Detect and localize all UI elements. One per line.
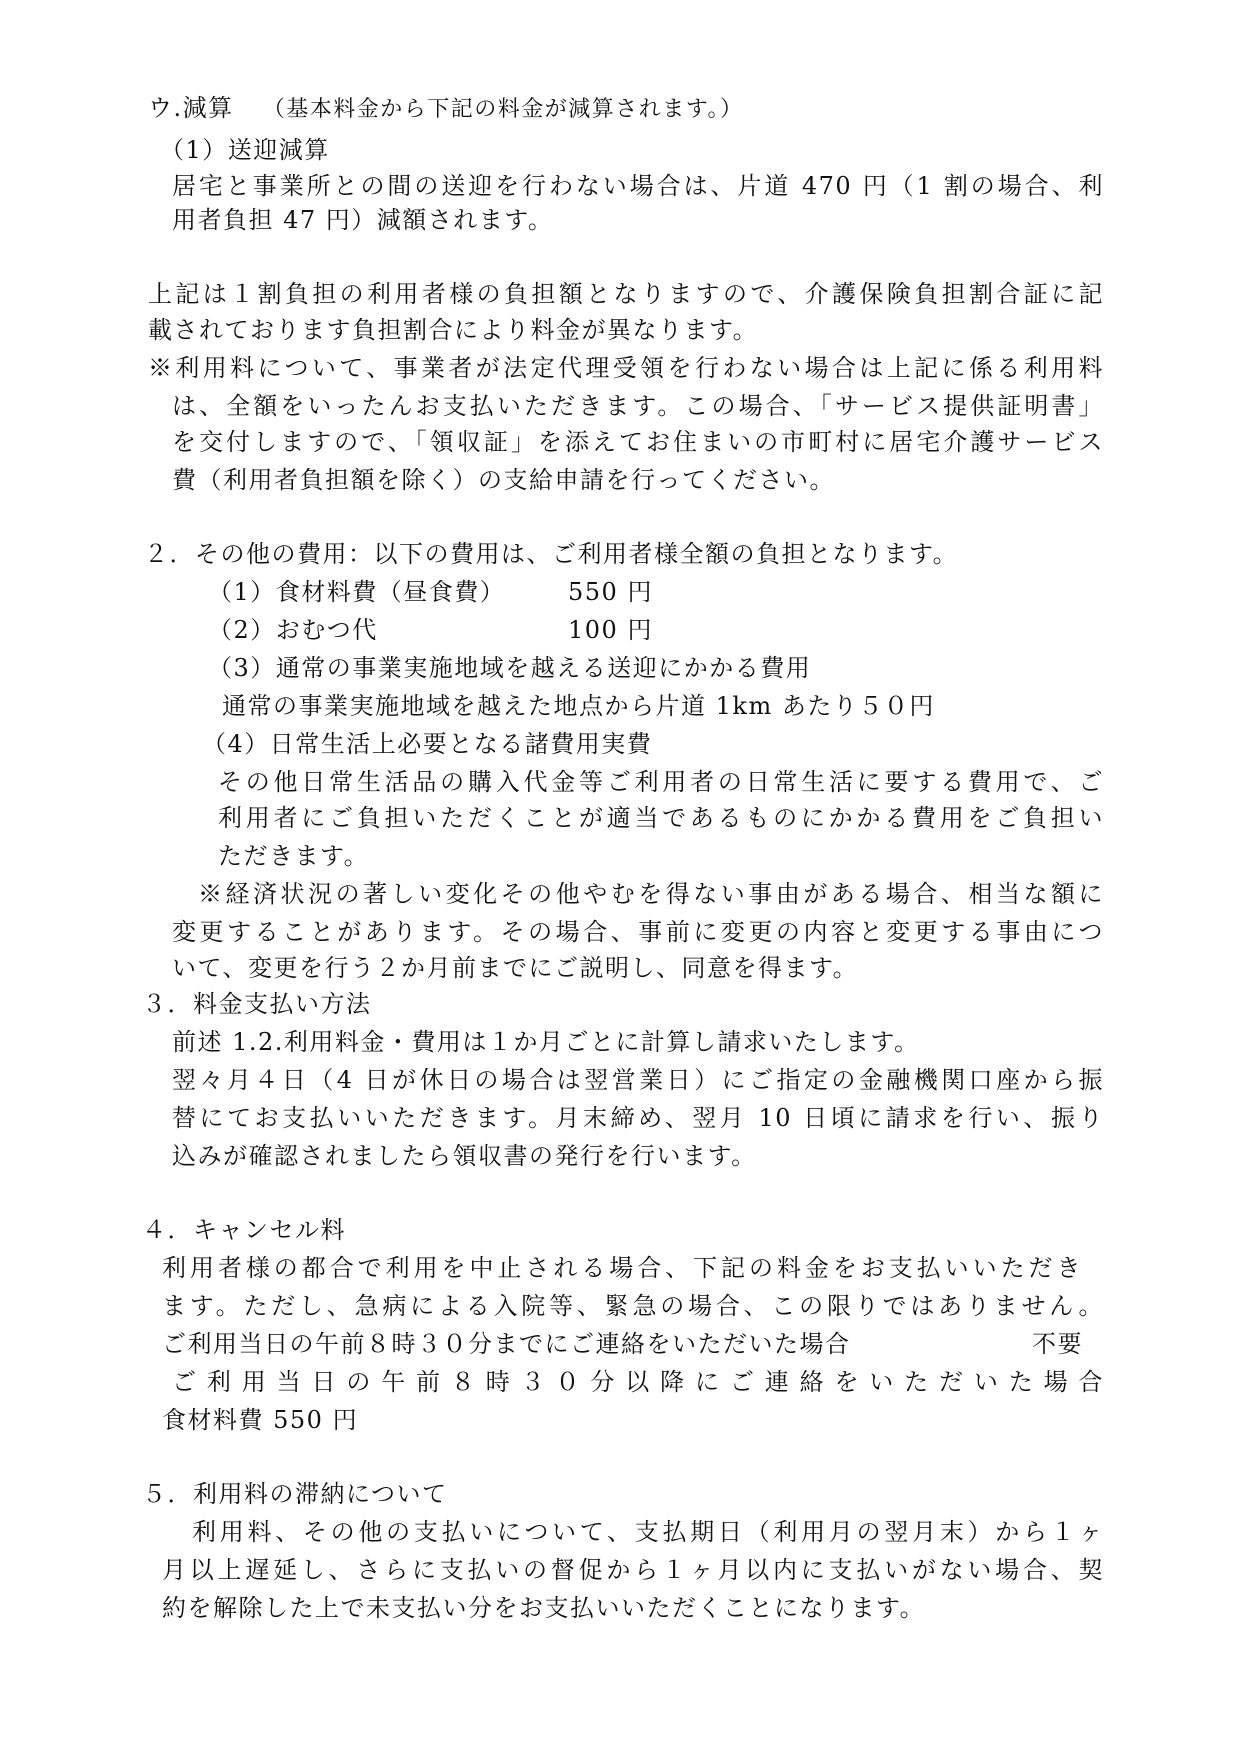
proxy-note-4: 費（利用者負担額を除く）の支給申請を行ってください。	[172, 466, 835, 494]
meal-cost-row	[208, 574, 668, 610]
transport-cost-title: （3）通常の事業実施地域を越える送迎にかかる費用	[208, 654, 812, 682]
cancel-before-fee: 不要	[1032, 1330, 1083, 1358]
pickup-reduction-body-2: 用者負担 47 円）減額されます。	[172, 206, 554, 234]
proxy-note-3: を交付しますので、「領収証」を添えてお住まいの市町村に居宅介護サービス	[172, 428, 1104, 456]
payment-body-3: 替にてお支払いいただきます。月末締め、翌月 10 日頃に請求を行い、振り	[172, 1104, 1104, 1132]
burden-note-1: 上記は１割負担の利用者様の負担額となりますので、介護保険負担割合証に記	[148, 280, 1104, 308]
arrears-body-1: 利用料、その他の支払いについて、支払期日（利用月の翌月末）から１ヶ	[192, 1518, 1104, 1546]
cancel-before-row	[162, 1326, 1082, 1362]
diaper-cost-label: （2）おむつ代	[208, 616, 378, 644]
payment-heading: ３．料金支払い方法	[142, 990, 372, 1018]
daily-living-detail-3: ただきます。	[218, 842, 370, 870]
reduction-heading: ウ.減算	[148, 94, 234, 122]
meal-cost-amount: 550 円	[568, 578, 653, 606]
pickup-reduction-body-1: 居宅と事業所との間の送迎を行わない場合は、片道 470 円（1 割の場合、利	[172, 172, 1104, 200]
reduction-note: （基本料金から下記の料金が減算されます。）	[262, 97, 744, 122]
change-note-1: ※経済状況の著しい変化その他やむを得ない事由がある場合、相当な額に	[198, 880, 1104, 908]
diaper-cost-row	[208, 612, 668, 648]
diaper-cost-amount: 100 円	[568, 616, 653, 644]
meal-cost-label: （1）食材料費（昼食費）	[208, 578, 506, 606]
proxy-note-2: は、全額をいったんお支払いただきます。この場合、「サービス提供証明書」	[172, 392, 1104, 420]
payment-body-1: 前述 1.2.利用料金・費用は１か月ごとに計算し請求いたします。	[172, 1028, 920, 1056]
other-costs-heading: ２．その他の費用：以下の費用は、ご利用者様全額の負担となります。	[144, 540, 959, 568]
cancel-after-fee: 食材料費 550 円	[162, 1406, 359, 1434]
arrears-body-3: 約を解除した上で未支払い分をお支払いいただくことになります。	[162, 1594, 926, 1622]
arrears-heading: ５．利用料の滞納について	[142, 1480, 448, 1508]
change-note-3: いて、変更を行う２か月前までにご説明し、同意を得ます。	[172, 954, 859, 982]
pickup-reduction-title: （1）送迎減算	[160, 136, 330, 164]
payment-body-4: 込みが確認されましたら領収書の発行を行います。	[172, 1142, 757, 1170]
daily-living-detail-2: 利用者にご負担いただくことが適当であるものにかかる費用をご負担い	[218, 804, 1104, 832]
arrears-body-2: 月以上遅延し、さらに支払いの督促から１ヶ月以内に支払いがない場合、契	[162, 1556, 1104, 1584]
cancel-after-label: ご利用当日の午前８時３０分以降にご連絡をいただいた場合	[172, 1368, 1104, 1396]
burden-note-2: 載されております負担割合により料金が異なります。	[148, 316, 759, 344]
cancellation-heading: ４．キャンセル料	[142, 1216, 346, 1244]
cancel-before-label: ご利用当日の午前８時３０分までにご連絡をいただいた場合	[162, 1330, 851, 1358]
reduction-heading-line	[148, 90, 744, 126]
change-note-2: 変更することがあります。その場合、事前に変更の内容と変更する事由につ	[172, 918, 1104, 946]
daily-living-detail-1: その他日常生活品の購入代金等ご利用者の日常生活に要する費用で、ご	[218, 768, 1104, 796]
transport-cost-detail: 通常の事業実施地域を越えた地点から片道 1km あたり５０円	[222, 692, 935, 720]
proxy-note-1: ※利用料について、事業者が法定代理受領を行わない場合は上記に係る利用料	[148, 354, 1104, 382]
payment-body-2: 翌々月４日（4 日が休日の場合は翌営業日）にご指定の金融機関口座から振	[172, 1066, 1104, 1094]
daily-living-title: （4）日常生活上必要となる諸費用実費	[202, 730, 653, 758]
cancellation-body-1: 利用者様の都合で利用を中止される場合、下記の料金をお支払いいただき	[162, 1254, 1082, 1282]
cancellation-body-2: ます。ただし、急病による入院等、緊急の場合、この限りではありません。	[162, 1292, 1104, 1320]
